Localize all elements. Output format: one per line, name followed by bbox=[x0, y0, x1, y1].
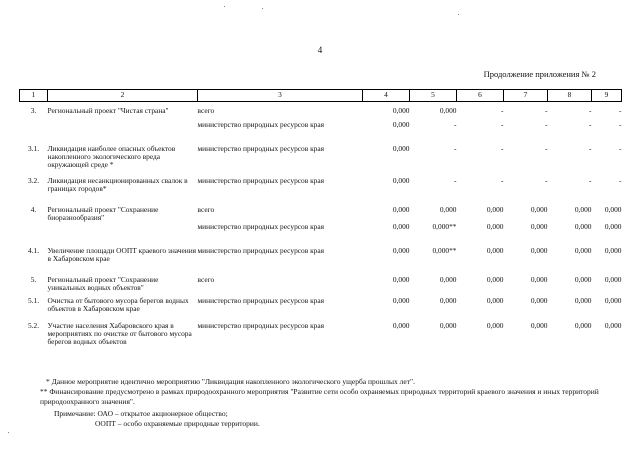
row-value: 0,000 bbox=[530, 221, 548, 231]
row-value: 0,000 bbox=[439, 106, 457, 115]
row-value: 0,000 bbox=[574, 320, 592, 330]
column-header: 5 bbox=[410, 90, 457, 102]
row-value: - bbox=[545, 143, 548, 153]
row-source: всего bbox=[197, 274, 215, 284]
row-source: министерство природных ресурсов края bbox=[197, 221, 325, 231]
row-value: 0,000 bbox=[392, 175, 410, 185]
note-line: Примечание: ОАО – открытое акционерное общество; bbox=[54, 409, 228, 418]
row-name: Ликвидация наиболее опасных объектов накопленного экологического вреда окружающей среде * bbox=[47, 143, 176, 169]
row-name: Очистка от бытового мусора берегов водных объектов в Хабаровском крае bbox=[47, 295, 189, 313]
row-value: 0,000 bbox=[439, 320, 457, 330]
table-row bbox=[20, 121, 622, 145]
row-value: - bbox=[619, 143, 622, 153]
row-value: 0,000 bbox=[392, 221, 410, 231]
row-value: 0,000 bbox=[486, 274, 504, 284]
row-value: 0,000 bbox=[392, 320, 410, 330]
row-number: 3.1. bbox=[27, 143, 40, 153]
table-row bbox=[20, 297, 622, 322]
row-value: 0,000 bbox=[392, 143, 410, 153]
row-value: 0,000 bbox=[392, 204, 410, 214]
row-value: 0,000 bbox=[486, 204, 504, 214]
row-value: - bbox=[501, 119, 504, 129]
column-number-header-row bbox=[20, 90, 622, 102]
row-value: 0,000 bbox=[439, 295, 457, 305]
row-value: 0,000 bbox=[604, 295, 622, 305]
row-value: - bbox=[454, 119, 457, 129]
column-header: 7 bbox=[504, 90, 548, 102]
scan-speck bbox=[224, 6, 225, 7]
row-source: министерство природных ресурсов края bbox=[197, 320, 325, 330]
row-number: 5. bbox=[30, 274, 37, 284]
row-source: всего bbox=[197, 204, 215, 214]
row-value: 0,000 bbox=[604, 245, 622, 255]
row-value: - bbox=[619, 175, 622, 185]
row-name: Ликвидация несанкционированных свалок в границах городов* bbox=[47, 175, 188, 193]
row-value: 0,000 bbox=[392, 106, 410, 115]
row-value: - bbox=[454, 143, 457, 153]
column-header: 8 bbox=[548, 90, 592, 102]
row-name bbox=[48, 121, 198, 145]
table-row bbox=[20, 145, 622, 177]
row-value: 0,000 bbox=[530, 295, 548, 305]
page-number: 4 bbox=[317, 45, 323, 55]
row-name: Региональный проект "Сохранение биоразнообразия" bbox=[47, 204, 159, 222]
row-value: - bbox=[619, 119, 622, 129]
row-value: 0,000 bbox=[439, 274, 457, 284]
row-number: 4.1. bbox=[27, 245, 40, 255]
row-value: 0,000 bbox=[392, 119, 410, 129]
row-number bbox=[20, 223, 48, 247]
row-value: 0,000 bbox=[530, 320, 548, 330]
note-line: ООПТ – особо охраняемые природные территории. bbox=[95, 418, 260, 428]
row-value: - bbox=[589, 106, 592, 115]
row-value: 0,000 bbox=[604, 320, 622, 330]
table-row bbox=[20, 322, 622, 358]
row-source: министерство природных ресурсов края bbox=[197, 119, 325, 129]
row-value: 0,000 bbox=[392, 295, 410, 305]
row-value: - bbox=[501, 143, 504, 153]
row-name: Региональный проект "Сохранение уникальных водных объектов" bbox=[47, 274, 159, 292]
column-header: 1 bbox=[20, 90, 48, 102]
row-value: 0,000 bbox=[530, 204, 548, 214]
table-row bbox=[20, 177, 622, 201]
table-row bbox=[20, 247, 622, 271]
column-header: 3 bbox=[198, 90, 363, 102]
row-source: министерство природных ресурсов края bbox=[197, 175, 325, 185]
row-value: - bbox=[589, 119, 592, 129]
table-row bbox=[20, 223, 622, 247]
row-value: - bbox=[454, 175, 457, 185]
row-source: министерство природных ресурсов края bbox=[197, 143, 325, 153]
row-value: 0,000 bbox=[439, 204, 457, 214]
row-value: 0,000 bbox=[530, 274, 548, 284]
row-value: 0,000 bbox=[392, 274, 410, 284]
row-value: 0,000** bbox=[432, 245, 457, 255]
row-value: 0,000 bbox=[392, 245, 410, 255]
footnote-single-asterisk: * Данное мероприятие идентично мероприятию "Ликвидация накопленного экологического ущерба прошлых лет". bbox=[46, 377, 415, 386]
row-value: - bbox=[501, 106, 504, 115]
row-name bbox=[48, 223, 198, 247]
row-value: - bbox=[545, 119, 548, 129]
column-header: 9 bbox=[592, 90, 622, 102]
row-number: 5.2. bbox=[27, 320, 40, 330]
row-value: 0,000 bbox=[486, 295, 504, 305]
row-value: - bbox=[501, 175, 504, 185]
row-value: 0,000 bbox=[574, 204, 592, 214]
table-row bbox=[20, 271, 622, 297]
row-number: 3. bbox=[30, 106, 37, 115]
row-name: Региональный проект "Чистая страна" bbox=[47, 106, 169, 115]
abbreviation-notes bbox=[54, 409, 260, 429]
row-value: 0,000 bbox=[604, 204, 622, 214]
column-header: 6 bbox=[457, 90, 504, 102]
row-value: 0,000 bbox=[574, 245, 592, 255]
row-value: - bbox=[619, 106, 622, 115]
continuation-heading: Продолжение приложения № 2 bbox=[483, 69, 596, 79]
scan-speck bbox=[262, 8, 263, 9]
scan-speck bbox=[458, 14, 459, 15]
row-name: Участие населения Хабаровского края в мероприятиях по очистке от бытового мусора берегов водных объектов bbox=[47, 320, 192, 346]
row-number bbox=[20, 121, 48, 145]
footnotes bbox=[40, 377, 620, 406]
row-source: министерство природных ресурсов края bbox=[197, 295, 325, 305]
row-value: 0,000 bbox=[574, 295, 592, 305]
column-header: 2 bbox=[48, 90, 198, 102]
row-value: 0,000 bbox=[530, 245, 548, 255]
row-value: 0,000 bbox=[574, 274, 592, 284]
table-row bbox=[20, 201, 622, 223]
row-value: 0,000 bbox=[486, 221, 504, 231]
row-number: 4. bbox=[30, 204, 37, 214]
row-name: Увеличение площади ООПТ краевого значения в Хабаровском крае bbox=[47, 245, 197, 263]
row-source: министерство природных ресурсов края bbox=[197, 245, 325, 255]
row-value: 0,000 bbox=[604, 274, 622, 284]
footnote-double-asterisk: ** Финансирование предусмотрено в рамках природоохранного мероприятия "Развитие сети особо охраняемых природных территорий краевого значения и иных территорий природоохранного значения". bbox=[40, 386, 599, 406]
row-value: 0,000** bbox=[432, 221, 457, 231]
row-source: всего bbox=[197, 106, 215, 115]
row-number: 5.1. bbox=[27, 295, 40, 305]
row-value: - bbox=[589, 175, 592, 185]
scan-speck bbox=[8, 432, 9, 433]
row-value: - bbox=[545, 106, 548, 115]
row-value: 0,000 bbox=[486, 245, 504, 255]
row-value: - bbox=[545, 175, 548, 185]
table-row bbox=[20, 102, 622, 121]
row-value: - bbox=[589, 143, 592, 153]
column-header: 4 bbox=[363, 90, 410, 102]
row-value: 0,000 bbox=[486, 320, 504, 330]
row-value: 0,000 bbox=[574, 221, 592, 231]
row-value: 0,000 bbox=[604, 221, 622, 231]
financing-table bbox=[19, 89, 622, 358]
row-number: 3.2. bbox=[27, 175, 40, 185]
